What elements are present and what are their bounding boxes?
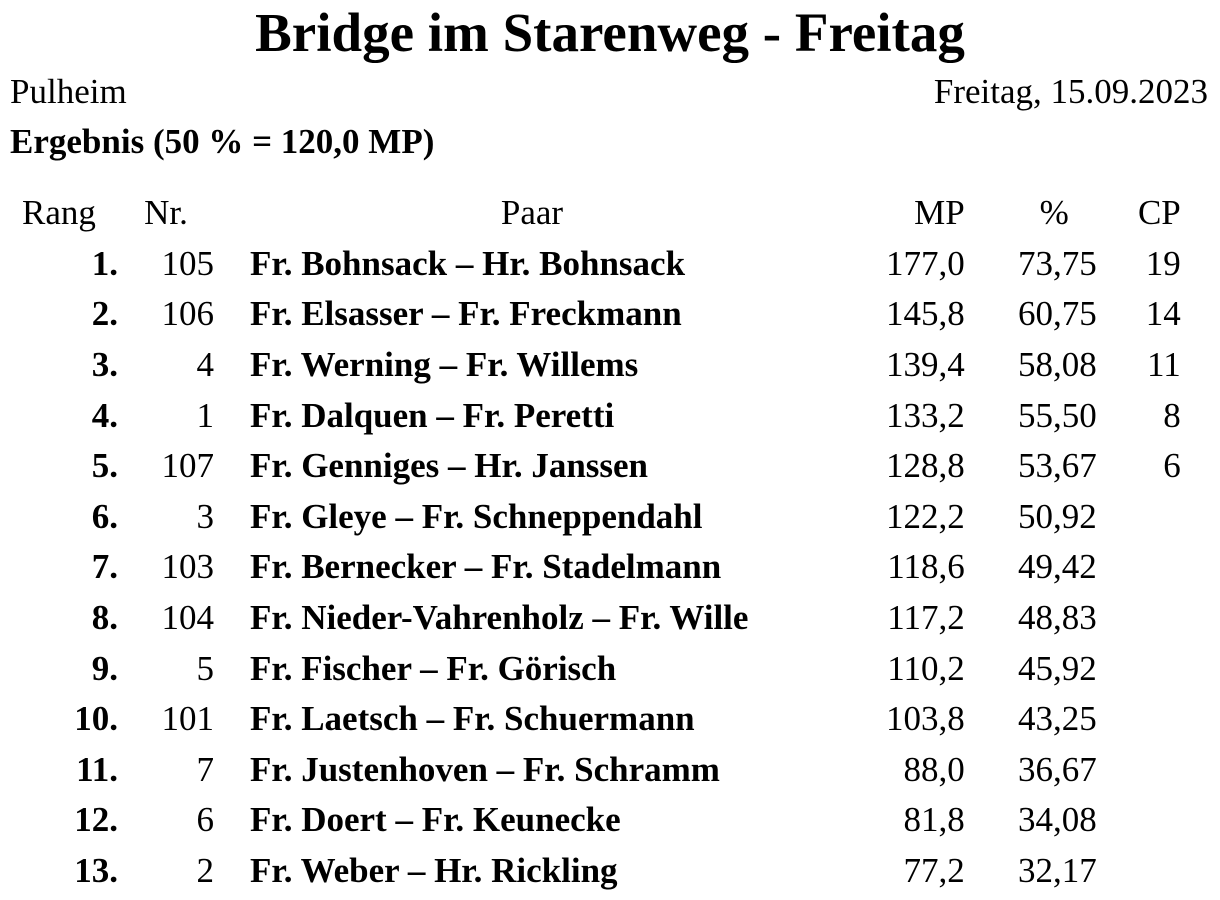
location-label: Pulheim <box>10 72 127 111</box>
mp-cell: 77,2 <box>903 851 965 891</box>
pair-name-cell: Fr. Dalquen – Fr. Peretti <box>250 395 615 435</box>
results-table <box>0 188 1181 896</box>
percent-cell: 43,25 <box>1018 699 1097 739</box>
percent-cell: 73,75 <box>1018 243 1097 283</box>
rank-cell: 3. <box>91 345 118 385</box>
pair-name-cell: Fr. Laetsch – Fr. Schuermann <box>250 699 695 739</box>
rank-cell: 1. <box>91 243 118 283</box>
table-header-row <box>0 188 1181 239</box>
mp-cell: 88,0 <box>903 749 965 789</box>
column-header-rang: Rang <box>22 193 96 233</box>
mp-cell: 118,6 <box>887 547 965 587</box>
cp-cell <box>1097 492 1181 543</box>
column-header-cp: CP <box>1137 193 1181 233</box>
column-header-nr: Nr. <box>144 193 188 233</box>
pair-number-cell: 7 <box>196 749 214 789</box>
percent-cell: 60,75 <box>1018 294 1097 334</box>
result-subtitle: Ergebnis (50 % = 120,0 MP) <box>10 122 435 161</box>
pair-number-cell: 103 <box>161 547 214 587</box>
rank-cell: 5. <box>91 446 118 486</box>
percent-cell: 55,50 <box>1018 395 1097 435</box>
cp-cell <box>1097 643 1181 694</box>
table-row <box>0 593 1181 644</box>
table-row <box>0 492 1181 543</box>
rank-cell: 11. <box>76 749 118 789</box>
table-row <box>0 643 1181 694</box>
pair-name-cell: Fr. Genniges – Hr. Janssen <box>250 446 649 486</box>
cp-cell: 8 <box>1163 395 1181 435</box>
mp-cell: 81,8 <box>903 800 965 840</box>
pair-number-cell: 101 <box>161 699 214 739</box>
table-row <box>0 441 1181 492</box>
column-header-percent: % <box>1039 193 1069 233</box>
pair-number-cell: 104 <box>161 598 214 638</box>
percent-cell: 34,08 <box>1018 800 1097 840</box>
cp-cell <box>1097 542 1181 593</box>
cp-cell <box>1097 593 1181 644</box>
table-row <box>0 239 1181 290</box>
pair-name-cell: Fr. Justenhoven – Fr. Schramm <box>250 749 720 789</box>
table-row <box>0 289 1181 340</box>
mp-cell: 177,0 <box>886 243 965 283</box>
cp-cell <box>1097 795 1181 846</box>
table-row <box>0 846 1181 897</box>
table-row <box>0 390 1181 441</box>
table-row <box>0 795 1181 846</box>
cp-cell: 19 <box>1145 243 1181 283</box>
page-title: Bridge im Starenweg - Freitag <box>255 2 965 63</box>
percent-cell: 53,67 <box>1018 446 1097 486</box>
rank-cell: 12. <box>74 800 118 840</box>
pair-number-cell: 6 <box>196 800 214 840</box>
pair-number-cell: 106 <box>161 294 214 334</box>
pair-number-cell: 1 <box>196 395 214 435</box>
rank-cell: 2. <box>91 294 118 334</box>
mp-cell: 128,8 <box>886 446 965 486</box>
mp-cell: 145,8 <box>886 294 965 334</box>
percent-cell: 36,67 <box>1018 749 1097 789</box>
rank-cell: 10. <box>74 699 118 739</box>
rank-cell: 13. <box>74 851 118 891</box>
table-row <box>0 694 1181 745</box>
pair-name-cell: Fr. Bohnsack – Hr. Bohnsack <box>250 243 686 283</box>
pair-name-cell: Fr. Elsasser – Fr. Freckmann <box>250 294 682 334</box>
pair-name-cell: Fr. Fischer – Fr. Görisch <box>250 648 617 688</box>
rank-cell: 4. <box>91 395 118 435</box>
percent-cell: 45,92 <box>1018 648 1097 688</box>
mp-cell: 122,2 <box>886 496 965 536</box>
pair-number-cell: 5 <box>196 648 214 688</box>
pair-name-cell: Fr. Nieder-Vahrenholz – Fr. Wille <box>250 598 749 638</box>
date-label: Freitag, 15.09.2023 <box>933 72 1208 111</box>
table-row <box>0 542 1181 593</box>
percent-cell: 48,83 <box>1018 598 1097 638</box>
rank-cell: 9. <box>91 648 118 688</box>
pair-name-cell: Fr. Werning – Fr. Willems <box>250 345 639 385</box>
pair-number-cell: 107 <box>161 446 214 486</box>
results-body <box>0 239 1181 897</box>
cp-cell: 11 <box>1147 345 1181 385</box>
pair-number-cell: 105 <box>161 243 214 283</box>
pair-name-cell: Fr. Weber – Hr. Rickling <box>250 851 618 891</box>
pair-number-cell: 4 <box>196 345 214 385</box>
percent-cell: 49,42 <box>1018 547 1097 587</box>
percent-cell: 32,17 <box>1018 851 1097 891</box>
mp-cell: 139,4 <box>886 345 965 385</box>
rank-cell: 6. <box>91 496 118 536</box>
rank-cell: 8. <box>91 598 118 638</box>
column-header-paar: Paar <box>500 193 564 233</box>
cp-cell <box>1097 846 1181 897</box>
rank-cell: 7. <box>91 547 118 587</box>
percent-cell: 58,08 <box>1018 345 1097 385</box>
percent-cell: 50,92 <box>1018 496 1097 536</box>
pair-number-cell: 2 <box>196 851 214 891</box>
mp-cell: 110,2 <box>887 648 965 688</box>
table-row <box>0 745 1181 796</box>
table-row <box>0 340 1181 391</box>
mp-cell: 133,2 <box>886 395 965 435</box>
pair-name-cell: Fr. Gleye – Fr. Schneppendahl <box>250 496 703 536</box>
pair-number-cell: 3 <box>196 496 214 536</box>
cp-cell: 6 <box>1163 446 1181 486</box>
cp-cell <box>1097 694 1181 745</box>
cp-cell: 14 <box>1145 294 1181 334</box>
pair-name-cell: Fr. Bernecker – Fr. Stadelmann <box>250 547 722 587</box>
mp-cell: 103,8 <box>886 699 965 739</box>
pair-name-cell: Fr. Doert – Fr. Keunecke <box>250 800 621 840</box>
cp-cell <box>1097 745 1181 796</box>
column-header-mp: MP <box>914 193 965 233</box>
mp-cell: 117,2 <box>887 598 965 638</box>
